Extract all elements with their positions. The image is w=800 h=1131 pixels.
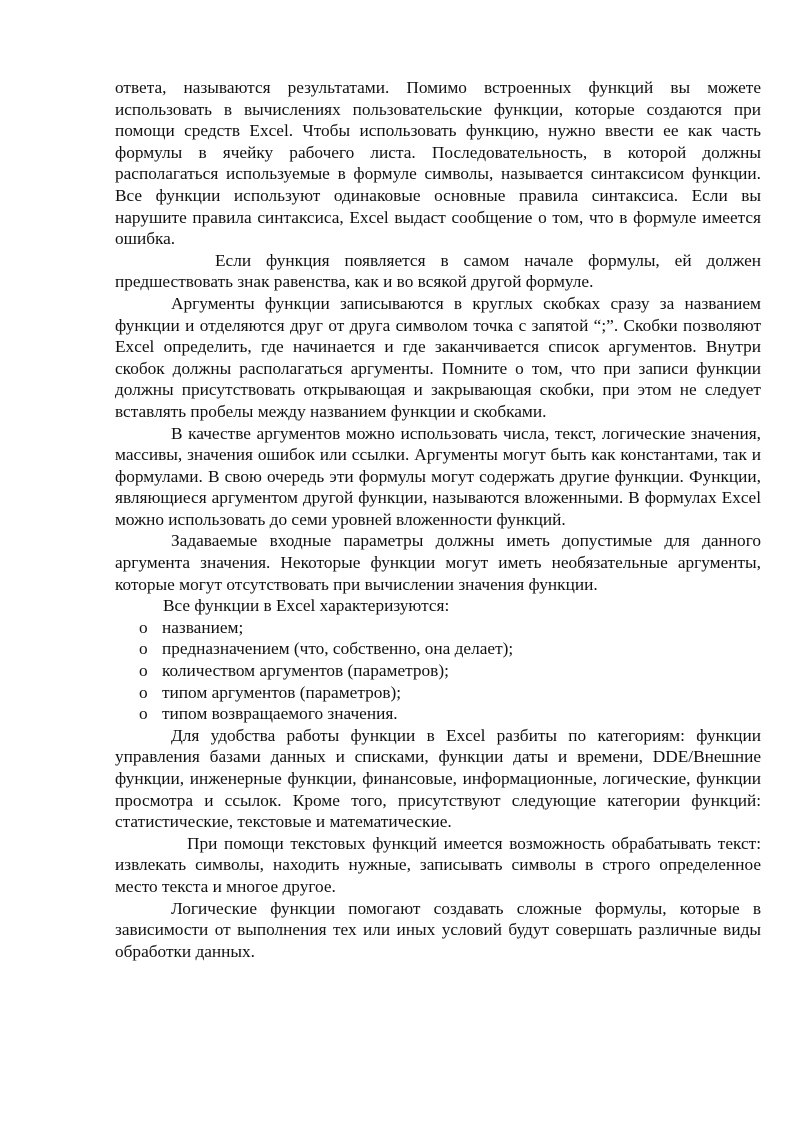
bullet-marker: o xyxy=(139,682,148,702)
list-item xyxy=(115,617,761,639)
list-item xyxy=(115,682,761,704)
paragraph-categories: Для удобства работы функции в Excel разбиты по категориям: функции управления базами данных и списками, функции даты и времени, DDE/Внешние функции, инженерные функции, финансовые, информационные, логические, функции просмотра и ссылок. Кроме того, присутствуют следующие категории функций: статистические, текстовые и математические. xyxy=(115,725,761,832)
paragraph-logical-functions: Логические функции помогают создавать сложные формулы, которые в зависимости от выполнения тех или иных условий будут совершать различные виды обработки данных. xyxy=(115,898,761,961)
list-item-text: типом возвращаемого значения. xyxy=(162,704,398,724)
bullet-marker: o xyxy=(139,617,148,637)
paragraph-arguments-brackets: Аргументы функции записываются в круглых скобках сразу за названием функции и отделяются друг от друга символом точка с запятой “;”. Скобки позволяют Excel определить, где начинается и где заканчивается список аргументов. Внутри скобок должны располагаться аргументы. Помните о том, что при записи функции должны присутствовать открывающая и закрывающая скобки, при этом не следует вставлять пробелы между названием функции и скобками. xyxy=(115,293,761,421)
document-body xyxy=(115,77,761,962)
list-item-text: типом аргументов (параметров); xyxy=(162,682,402,702)
bullet-marker: o xyxy=(139,639,148,659)
paragraph-equals-sign: Если функция появляется в самом начале формулы, ей должен предшествовать знак равенства, как и во всякой другой формуле. xyxy=(115,250,761,292)
paragraph-characteristics-intro: Все функции в Excel характеризуются: xyxy=(163,596,450,616)
list-item xyxy=(115,703,761,725)
paragraph-results: ответа, называются результатами. Помимо встроенных функций вы можете использовать в вычислениях пользовательские функции, которые создаются при помощи средств Excel. Чтобы использовать функцию, нужно ввести ее как часть формулы в ячейку рабочего листа. Последовательность, в которой должны располагаться используемые в формуле символы, называется синтаксисом функции. Все функции используют одинаковые основные правила синтаксиса. Если вы нарушите правила синтаксиса, Excel выдаст сообщение о том, что в формуле имеется ошибка. xyxy=(115,78,761,249)
list-item-text: предназначением (что, собственно, она делает); xyxy=(162,639,514,659)
list-item xyxy=(115,660,761,682)
paragraph-text-functions: При помощи текстовых функций имеется возможность обрабатывать текст: извлекать символы, находить нужные, записывать символы в строго определенное место текста и многое другое. xyxy=(115,833,761,896)
bullet-marker: o xyxy=(139,661,148,681)
paragraph-input-parameters: Задаваемые входные параметры должны иметь допустимые для данного аргумента значения. Некоторые функции могут иметь необязательные аргументы, которые могут отсутствовать при вычислении значения функции. xyxy=(115,531,761,594)
list-item-text: количеством аргументов (параметров); xyxy=(162,661,449,681)
bullet-marker: o xyxy=(139,704,148,724)
list-item-text: названием; xyxy=(162,617,244,637)
characteristics-list xyxy=(115,617,761,725)
paragraph-argument-types: В качестве аргументов можно использовать числа, текст, логические значения, массивы, значения ошибок или ссылки. Аргументы могут быть как константами, так и формулами. В свою очередь эти формулы могут содержать другие функции. Функции, являющиеся аргументом другой функции, называются вложенными. В формулах Excel можно использовать до семи уровней вложенности функций. xyxy=(115,423,761,529)
list-item xyxy=(115,638,761,660)
